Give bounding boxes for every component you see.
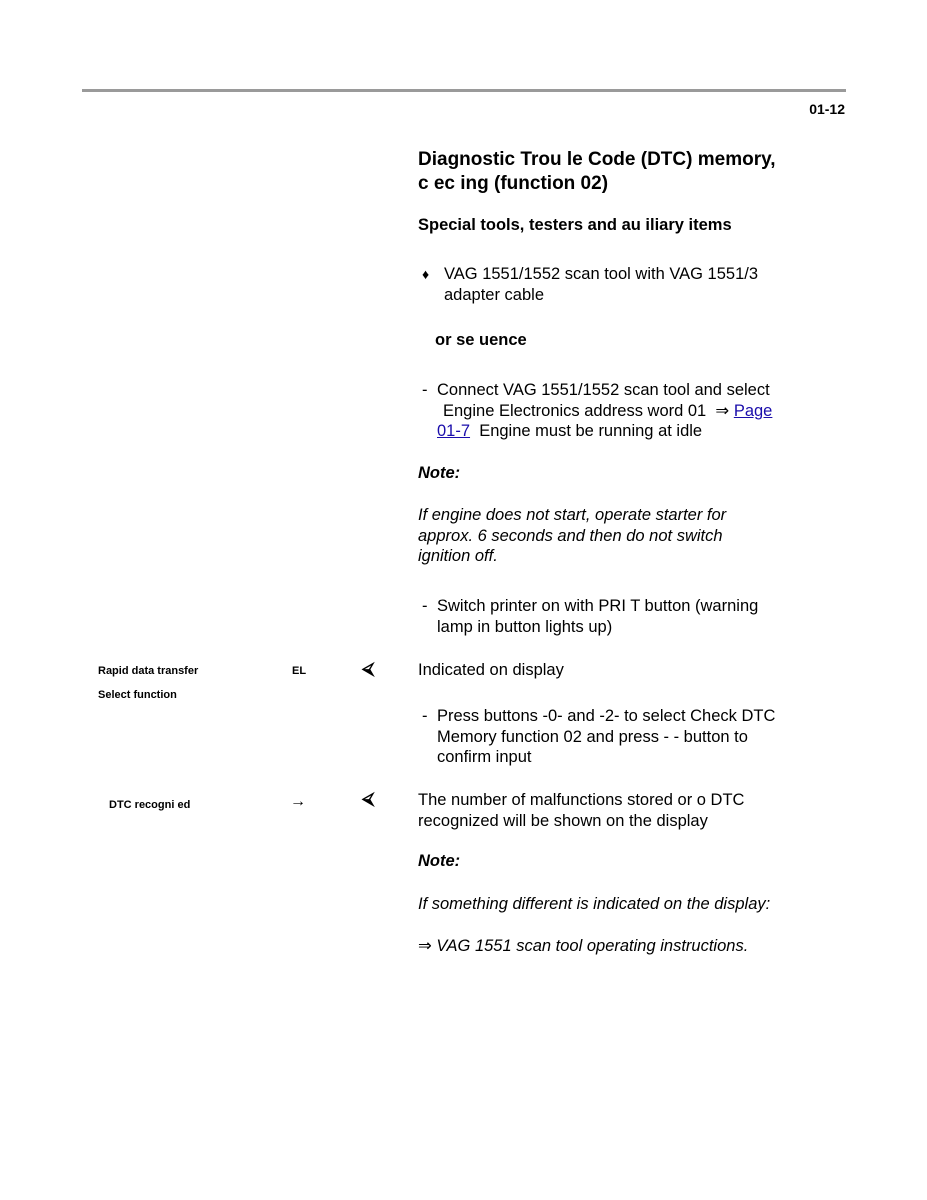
step-switch-printer bbox=[422, 596, 822, 637]
note-label-1: Note: bbox=[418, 464, 461, 482]
reference-line bbox=[418, 936, 838, 957]
step-select-line-2: Memory function 02 and press - - button to bbox=[437, 727, 748, 746]
step-printer-line-1: Switch printer on with PRI T button (warning bbox=[437, 597, 759, 615]
step-select-function bbox=[422, 706, 822, 768]
step-printer-line-2: lamp in button lights up) bbox=[437, 617, 613, 636]
tool-item-line-2: adapter cable bbox=[444, 285, 544, 304]
page-title-line-1: Diagnostic Trou le Code (DTC) memory, bbox=[418, 149, 776, 170]
step-select-line-1: Press buttons -0- and -2- to select Check DTC bbox=[437, 707, 776, 725]
step-dash: - bbox=[422, 597, 428, 615]
tool-list-item bbox=[422, 264, 832, 305]
bullet-diamond-icon: ♦ bbox=[422, 266, 430, 282]
tool-item-line-1: VAG 1551/1552 scan tool with VAG 1551/3 bbox=[444, 265, 759, 283]
step-dash: - bbox=[422, 707, 428, 725]
indicated-on-display-text: Indicated on display bbox=[418, 661, 564, 679]
note-label-2: Note: bbox=[418, 852, 461, 870]
note-text-1-line-3: ignition off. bbox=[418, 547, 498, 565]
sequence-heading: or se uence bbox=[435, 331, 527, 349]
dtc-count-line-1: The number of malfunctions stored or o DTC bbox=[418, 791, 745, 809]
step-connect-line-2 bbox=[437, 401, 772, 422]
display-text-dtc-recognized: DTC recogni ed bbox=[109, 799, 191, 811]
page-title-line-2: c ec ing (function 02) bbox=[418, 173, 609, 194]
step-select-line-3: confirm input bbox=[437, 748, 532, 766]
cross-reference-arrow-icon: ⇒ bbox=[715, 401, 730, 420]
page-number: 01-12 bbox=[809, 101, 845, 117]
reference-text: VAG 1551 scan tool operating instructions. bbox=[436, 937, 749, 955]
step-dash: - bbox=[422, 381, 428, 399]
step-connect-line-2-text: Engine Electronics address word 01 bbox=[443, 401, 707, 420]
step-connect-line-3-text: Engine must be running at idle bbox=[470, 422, 703, 440]
special-tools-heading: Special tools, testers and au iliary items bbox=[418, 216, 732, 234]
header-rule bbox=[82, 89, 846, 92]
display-indicator-icon: ⮘ bbox=[362, 789, 375, 808]
display-indicator-icon: ⮘ bbox=[362, 659, 375, 678]
display-text-el: EL bbox=[292, 665, 307, 677]
step-connect-tester bbox=[422, 380, 822, 442]
page-link-part-2[interactable]: 01-7 bbox=[437, 422, 471, 440]
page-title bbox=[418, 148, 838, 196]
dtc-count-line-2: recognized will be shown on the display bbox=[418, 811, 708, 830]
display-text-select-function: Select function bbox=[98, 689, 177, 701]
step-connect-line-3 bbox=[437, 421, 772, 442]
dtc-count-description bbox=[418, 790, 828, 831]
note-text-1 bbox=[418, 505, 798, 567]
note-text-1-line-1: If engine does not start, operate starter for bbox=[418, 506, 727, 524]
reference-arrow-icon: ⇒ bbox=[418, 937, 432, 955]
note-text-1-line-2: approx. 6 seconds and then do not switch bbox=[418, 526, 723, 545]
display-text-rapid-data-transfer: Rapid data transfer bbox=[98, 665, 199, 677]
page-link-part-1[interactable]: Page bbox=[733, 401, 773, 420]
right-arrow-icon: → bbox=[290, 793, 306, 810]
note-text-2: If something different is indicated on the display: bbox=[418, 895, 771, 913]
step-connect-line-1: Connect VAG 1551/1552 scan tool and select bbox=[437, 381, 770, 399]
